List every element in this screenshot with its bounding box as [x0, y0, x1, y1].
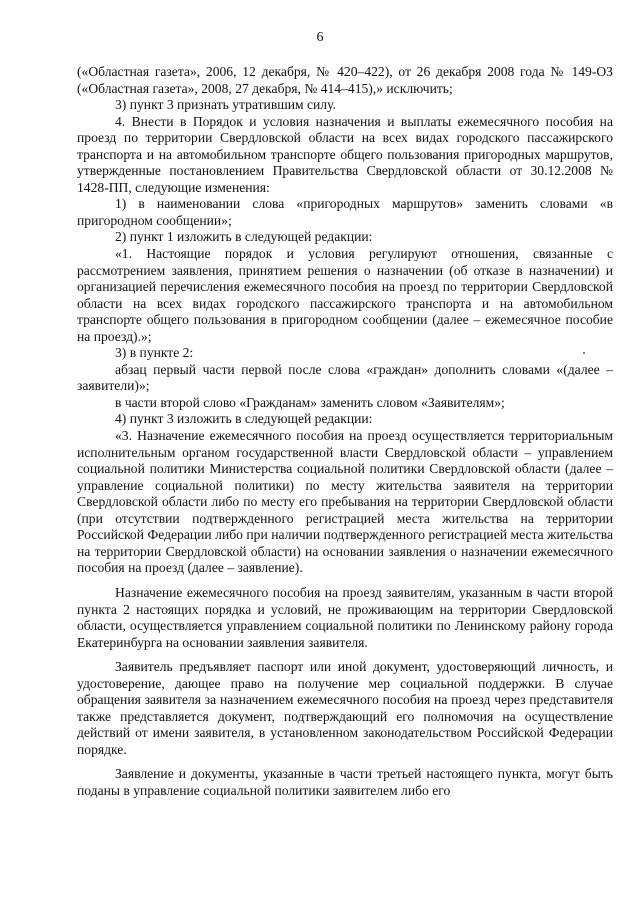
paragraph: Заявитель предъявляет паспорт или иной документ, удостоверяющий личность, и удостоверение, дающее право на получение мер социальной поддержки. В случае обращения заявителя за назначением ежемесячного пособия на проезд через представителя также представляется документ, подтверждающий его полномочия на осуществление действий от имени заявителя, в установленном законодательством Российской Федерации порядке.	[77, 659, 613, 757]
paragraph: 3) пункт 3 признать утратившим силу.	[115, 97, 336, 113]
paragraph: «3. Назначение ежемесячного пособия на проезд осуществляется территориальным исполнительным органом государственной власти Свердловской области – управлением социальной политики Министерства социальной политики Свердловской области (далее – управление социальной политики) по месту жительства заявителя на территории Свердловской области либо по месту его пребывания на территории Свердловской области (при отсутствии подтвержденного регистрацией места жительства на территории Российской Федерации либо при наличии подтвержденного регистрацией места жительства на территории Свердловской области) на основании заявления о назначении ежемесячного пособия на проезд (далее – заявление).	[77, 428, 613, 576]
paragraph: 3) в пункте 2:	[115, 345, 194, 361]
paragraph: 2) пункт 1 изложить в следующей редакции:	[115, 229, 373, 245]
paragraph: абзац первый части первой после слова «граждан» дополнить словами «(далее – заявители)»;	[77, 361, 613, 394]
paragraph: 4) пункт 3 изложить в следующей редакции:	[115, 411, 373, 427]
paragraph: («Областная газета», 2006, 12 декабря, № 420–422), от 26 декабря 2008 года № 149-ОЗ («Областная газета», 2008, 27 декабря, № 414–415),» исключить;	[77, 64, 613, 96]
paragraph: 4. Внести в Порядок и условия назначения и выплаты ежемесячного пособия на проезд по территории Свердловской области на всех видах городского пассажирского транспорта и на автомобильном транспорте общего пользования пригородных маршрутов, утвержденные постановлением Правительства Свердловской области от 30.12.2008 № 1428-ПП, следующие изменения:	[77, 113, 613, 195]
paragraph: в части второй слово «Гражданам» заменить словом «Заявителям»;	[115, 394, 505, 410]
scan-speck	[583, 352, 585, 354]
page-number: 6	[316, 30, 324, 45]
document-body	[77, 64, 613, 800]
paragraph: Заявление и документы, указанные в части третьей настоящего пункта, могут быть поданы в управление социальной политики заявителем либо его	[77, 766, 613, 798]
paragraph: «1. Настоящие порядок и условия регулируют отношения, связанные с рассмотрением заявления, принятием решения о назначении (об отказе в назначении) и организацией перечисления ежемесячного пособия на проезд по территории Свердловской области на всех видах городского пассажирского транспорта и на автомобильном транспорте общего пользования в пригородном сообщении (далее – ежемесячное пособие на проезд).»;	[77, 246, 613, 344]
paragraph: 1) в наименовании слова «пригородных маршрутов» заменить словами «в пригородном сообщении»;	[77, 196, 613, 228]
paragraph: Назначение ежемесячного пособия на проезд заявителям, указанным в части второй пункта 2 настоящих порядка и условий, не проживающим на территории Свердловской области, осуществляется управлением социальной политики по Ленинскому району города Екатеринбурга на основании заявления заявителя.	[77, 584, 613, 650]
